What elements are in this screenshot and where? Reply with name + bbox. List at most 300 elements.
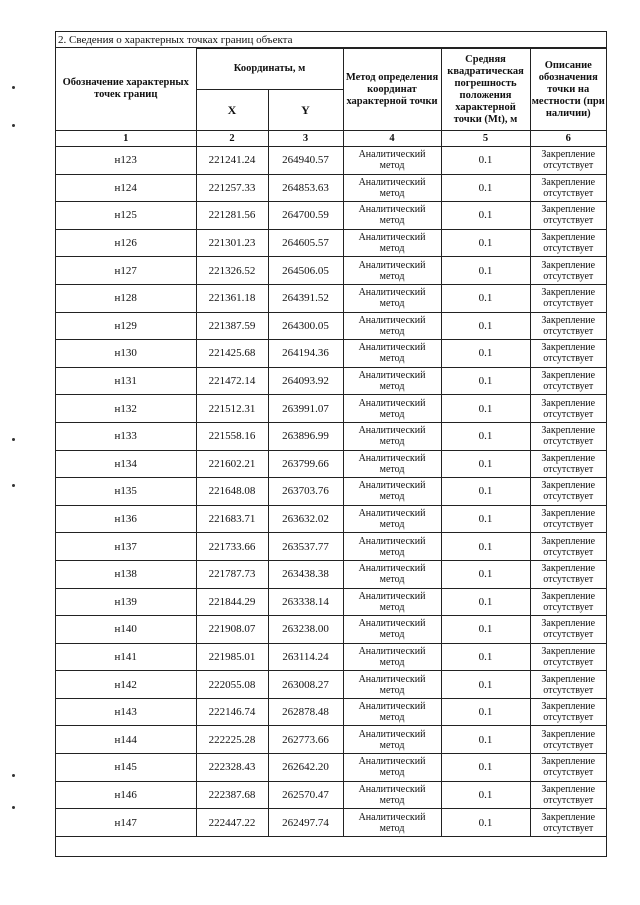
mt-cell: 0.1 [441,422,530,450]
column-number: 4 [343,131,441,147]
description-cell-line: отсутствует [543,739,594,751]
table-row [56,671,606,699]
description-cell-line: отсутствует [543,353,594,365]
y-cell: 263537.77 [268,533,343,561]
description-cell-line: Закрепление [541,728,596,740]
point-cell: н146 [56,781,196,809]
mt-cell: 0.1 [441,478,530,506]
table-row [56,588,606,616]
table-row [56,147,606,175]
description-cell-line: Закрепление [541,563,596,575]
description-cell-line: Закрепление [541,232,596,244]
description-cell-line: отсутствует [543,381,594,393]
method-cell-line: Аналитический [358,259,426,271]
table-row [56,726,606,754]
column-number: 5 [441,131,530,147]
method-cell-line: Аналитический [358,728,426,740]
description-cell [530,367,606,395]
x-cell: 221257.33 [196,174,268,202]
method-cell [343,340,441,368]
description-cell-line: Закрепление [541,397,596,409]
mt-cell: 0.1 [441,781,530,809]
point-cell: н145 [56,754,196,782]
table-row [56,312,606,340]
method-cell-line: Аналитический [358,535,426,547]
boundary-points-table [56,48,606,858]
y-cell: 263438.38 [268,560,343,588]
point-cell: н144 [56,726,196,754]
y-cell: 262773.66 [268,726,343,754]
description-cell-line: отсутствует [543,574,594,586]
description-cell [530,202,606,230]
description-cell-line: Закрепление [541,508,596,520]
method-cell-line: метод [379,491,405,503]
description-cell [530,174,606,202]
description-cell [530,450,606,478]
x-cell: 221787.73 [196,560,268,588]
x-cell: 221648.08 [196,478,268,506]
description-cell-line: Закрепление [541,783,596,795]
method-cell-line: метод [379,574,405,586]
method-cell-line: Аналитический [358,314,426,326]
description-cell [530,505,606,533]
x-cell: 221326.52 [196,257,268,285]
mt-cell: 0.1 [441,174,530,202]
description-cell-line: отсутствует [543,546,594,558]
header-error: Средняя квадратическая погрешность положения характерной точки (Mt), м [441,49,530,131]
section-title: 2. Сведения о характерных точках границ объекта [56,32,606,48]
method-cell-line: метод [379,215,405,227]
description-cell [530,284,606,312]
y-cell: 262878.48 [268,698,343,726]
header-designation: Обозначение характерных точек границ [56,49,196,131]
point-cell: н132 [56,395,196,423]
x-cell: 221558.16 [196,422,268,450]
scan-dot [12,774,15,777]
x-cell: 221602.21 [196,450,268,478]
method-cell-line: метод [379,794,405,806]
point-cell: н135 [56,478,196,506]
point-cell: н143 [56,698,196,726]
mt-cell: 0.1 [441,367,530,395]
mt-cell: 0.1 [441,505,530,533]
y-cell: 263008.27 [268,671,343,699]
method-cell-line: Аналитический [358,480,426,492]
description-cell-line: отсутствует [543,794,594,806]
description-cell-line: отсутствует [543,408,594,420]
method-cell-line: Аналитический [358,342,426,354]
method-cell-line: Аналитический [358,783,426,795]
description-cell [530,560,606,588]
description-cell-line: Закрепление [541,756,596,768]
mt-cell: 0.1 [441,643,530,671]
mt-cell: 0.1 [441,754,530,782]
table-row [56,560,606,588]
description-cell-line: Закрепление [541,149,596,161]
method-cell-line: метод [379,739,405,751]
mt-cell: 0.1 [441,257,530,285]
method-cell-line: метод [379,381,405,393]
x-cell: 221844.29 [196,588,268,616]
description-cell-line: Закрепление [541,618,596,630]
description-cell [530,478,606,506]
description-cell [530,257,606,285]
table-row [56,754,606,782]
mt-cell: 0.1 [441,450,530,478]
description-cell [530,671,606,699]
x-cell: 221241.24 [196,147,268,175]
description-cell-line: Закрепление [541,590,596,602]
description-cell-line: отсутствует [543,684,594,696]
point-cell: н133 [56,422,196,450]
description-cell-line: отсутствует [543,325,594,337]
x-cell: 222447.22 [196,809,268,837]
point-cell: н129 [56,312,196,340]
x-cell: 221301.23 [196,229,268,257]
mt-cell: 0.1 [441,671,530,699]
mt-cell: 0.1 [441,698,530,726]
method-cell-line: метод [379,436,405,448]
empty-cell [56,836,606,858]
table-row [56,367,606,395]
mt-cell: 0.1 [441,202,530,230]
description-cell-line: отсутствует [543,601,594,613]
x-cell: 222146.74 [196,698,268,726]
description-cell-line: отсутствует [543,298,594,310]
method-cell-line: метод [379,243,405,255]
y-cell: 264853.63 [268,174,343,202]
y-cell: 263991.07 [268,395,343,423]
description-cell-line: отсутствует [543,519,594,531]
method-cell-line: метод [379,187,405,199]
point-cell: н139 [56,588,196,616]
mt-cell: 0.1 [441,147,530,175]
description-cell [530,754,606,782]
mt-cell: 0.1 [441,616,530,644]
point-cell: н147 [56,809,196,837]
mt-cell: 0.1 [441,588,530,616]
description-cell-line: Закрепление [541,287,596,299]
method-cell [343,257,441,285]
point-cell: н124 [56,174,196,202]
method-cell-line: Аналитический [358,756,426,768]
method-cell-line: метод [379,160,405,172]
empty-row [56,836,606,858]
description-cell-line: отсутствует [543,767,594,779]
x-cell: 221908.07 [196,616,268,644]
point-cell: н136 [56,505,196,533]
method-cell-line: Аналитический [358,232,426,244]
description-cell-line: отсутствует [543,187,594,199]
method-cell-line: Аналитический [358,618,426,630]
table-row [56,174,606,202]
point-cell: н138 [56,560,196,588]
table-row [56,284,606,312]
table-row [56,478,606,506]
description-cell [530,588,606,616]
description-cell-line: отсутствует [543,463,594,475]
y-cell: 264093.92 [268,367,343,395]
y-cell: 264700.59 [268,202,343,230]
method-cell [343,202,441,230]
y-cell: 263703.76 [268,478,343,506]
mt-cell: 0.1 [441,284,530,312]
header-description: Описание обозначения точки на местности (при наличии) [530,49,606,131]
description-cell-line: Закрепление [541,204,596,216]
method-cell [343,726,441,754]
table-row [56,643,606,671]
description-cell-line: Закрепление [541,645,596,657]
x-cell: 221985.01 [196,643,268,671]
method-cell [343,616,441,644]
method-cell-line: метод [379,712,405,724]
description-cell [530,340,606,368]
description-cell-line: Закрепление [541,673,596,685]
x-cell: 222225.28 [196,726,268,754]
method-cell-line: Аналитический [358,204,426,216]
mt-cell: 0.1 [441,560,530,588]
x-cell: 221683.71 [196,505,268,533]
header-coordinates: Координаты, м [196,49,343,90]
method-cell-line: метод [379,629,405,641]
table-row [56,450,606,478]
method-cell [343,588,441,616]
point-cell: н137 [56,533,196,561]
method-cell-line: Аналитический [358,590,426,602]
method-cell-line: метод [379,546,405,558]
table-row [56,257,606,285]
method-cell-line: Аналитический [358,673,426,685]
description-cell [530,809,606,837]
table-row [56,422,606,450]
scan-dot [12,806,15,809]
column-number: 3 [268,131,343,147]
method-cell-line: Аналитический [358,563,426,575]
method-cell [343,754,441,782]
method-cell-line: Аналитический [358,425,426,437]
header-method: Метод определения координат характерной точки [343,49,441,131]
x-cell: 221281.56 [196,202,268,230]
method-cell [343,229,441,257]
point-cell: н131 [56,367,196,395]
method-cell [343,422,441,450]
document-frame [55,31,607,857]
column-number: 1 [56,131,196,147]
method-cell [343,395,441,423]
y-cell: 264506.05 [268,257,343,285]
point-cell: н142 [56,671,196,699]
y-cell: 262497.74 [268,809,343,837]
method-cell-line: Аналитический [358,701,426,713]
description-cell-line: Закрепление [541,701,596,713]
method-cell-line: метод [379,767,405,779]
description-cell-line: Закрепление [541,314,596,326]
method-cell-line: метод [379,519,405,531]
method-cell-line: метод [379,463,405,475]
description-cell [530,781,606,809]
point-cell: н126 [56,229,196,257]
method-cell [343,312,441,340]
method-cell-line: Аналитический [358,149,426,161]
mt-cell: 0.1 [441,726,530,754]
method-cell [343,698,441,726]
point-cell: н128 [56,284,196,312]
mt-cell: 0.1 [441,340,530,368]
x-cell: 222387.68 [196,781,268,809]
y-cell: 264194.36 [268,340,343,368]
table-body [56,147,606,858]
mt-cell: 0.1 [441,395,530,423]
method-cell-line: метод [379,353,405,365]
method-cell-line: метод [379,298,405,310]
description-cell-line: отсутствует [543,243,594,255]
table-row [56,505,606,533]
point-cell: н130 [56,340,196,368]
x-cell: 221733.66 [196,533,268,561]
method-cell [343,478,441,506]
method-cell [343,450,441,478]
y-cell: 264300.05 [268,312,343,340]
table-row [56,395,606,423]
scan-dot [12,124,15,127]
table-row [56,698,606,726]
y-cell: 264940.57 [268,147,343,175]
method-cell-line: Аналитический [358,452,426,464]
description-cell-line: отсутствует [543,491,594,503]
method-cell-line: метод [379,325,405,337]
y-cell: 264605.57 [268,229,343,257]
point-cell: н127 [56,257,196,285]
method-cell [343,505,441,533]
description-cell [530,616,606,644]
description-cell [530,726,606,754]
header-y: Y [268,90,343,131]
description-cell-line: отсутствует [543,629,594,641]
method-cell [343,560,441,588]
x-cell: 221472.14 [196,367,268,395]
table-row [56,809,606,837]
description-cell-line: Закрепление [541,480,596,492]
point-cell: н123 [56,147,196,175]
method-cell [343,671,441,699]
description-cell [530,422,606,450]
method-cell [343,147,441,175]
method-cell [343,781,441,809]
method-cell-line: метод [379,684,405,696]
description-cell-line: отсутствует [543,712,594,724]
point-cell: н141 [56,643,196,671]
scan-dot [12,438,15,441]
table-row [56,616,606,644]
method-cell-line: метод [379,270,405,282]
y-cell: 263632.02 [268,505,343,533]
scan-dot [12,86,15,89]
mt-cell: 0.1 [441,533,530,561]
y-cell: 263799.66 [268,450,343,478]
y-cell: 263238.00 [268,616,343,644]
header-x: X [196,90,268,131]
method-cell-line: Аналитический [358,645,426,657]
description-cell-line: Закрепление [541,176,596,188]
description-cell-line: отсутствует [543,436,594,448]
x-cell: 221387.59 [196,312,268,340]
method-cell [343,367,441,395]
column-number: 2 [196,131,268,147]
description-cell-line: Закрепление [541,370,596,382]
table-row [56,229,606,257]
table-row [56,340,606,368]
method-cell [343,643,441,671]
description-cell [530,533,606,561]
description-cell [530,312,606,340]
table-row [56,202,606,230]
description-cell [530,698,606,726]
y-cell: 262642.20 [268,754,343,782]
description-cell-line: отсутствует [543,270,594,282]
table-row [56,533,606,561]
description-cell [530,643,606,671]
method-cell-line: метод [379,656,405,668]
mt-cell: 0.1 [441,809,530,837]
y-cell: 262570.47 [268,781,343,809]
method-cell-line: Аналитический [358,370,426,382]
y-cell: 263114.24 [268,643,343,671]
x-cell: 222055.08 [196,671,268,699]
point-cell: н125 [56,202,196,230]
method-cell-line: Аналитический [358,508,426,520]
y-cell: 263896.99 [268,422,343,450]
point-cell: н140 [56,616,196,644]
method-cell-line: метод [379,822,405,834]
description-cell-line: Закрепление [541,425,596,437]
y-cell: 264391.52 [268,284,343,312]
description-cell-line: Закрепление [541,452,596,464]
mt-cell: 0.1 [441,312,530,340]
description-cell [530,395,606,423]
method-cell-line: Аналитический [358,287,426,299]
description-cell-line: Закрепление [541,535,596,547]
description-cell-line: отсутствует [543,160,594,172]
x-cell: 221425.68 [196,340,268,368]
method-cell-line: метод [379,408,405,420]
description-cell-line: отсутствует [543,215,594,227]
mt-cell: 0.1 [441,229,530,257]
method-cell-line: Аналитический [358,397,426,409]
method-cell-line: Аналитический [358,176,426,188]
method-cell [343,809,441,837]
description-cell-line: отсутствует [543,656,594,668]
method-cell-line: Аналитический [358,811,426,823]
x-cell: 221512.31 [196,395,268,423]
description-cell-line: отсутствует [543,822,594,834]
x-cell: 222328.43 [196,754,268,782]
description-cell-line: Закрепление [541,811,596,823]
table-row [56,781,606,809]
x-cell: 221361.18 [196,284,268,312]
description-cell-line: Закрепление [541,259,596,271]
method-cell [343,533,441,561]
method-cell-line: метод [379,601,405,613]
scan-dot [12,484,15,487]
description-cell-line: Закрепление [541,342,596,354]
description-cell [530,229,606,257]
column-number: 6 [530,131,606,147]
point-cell: н134 [56,450,196,478]
method-cell [343,284,441,312]
method-cell [343,174,441,202]
y-cell: 263338.14 [268,588,343,616]
description-cell [530,147,606,175]
